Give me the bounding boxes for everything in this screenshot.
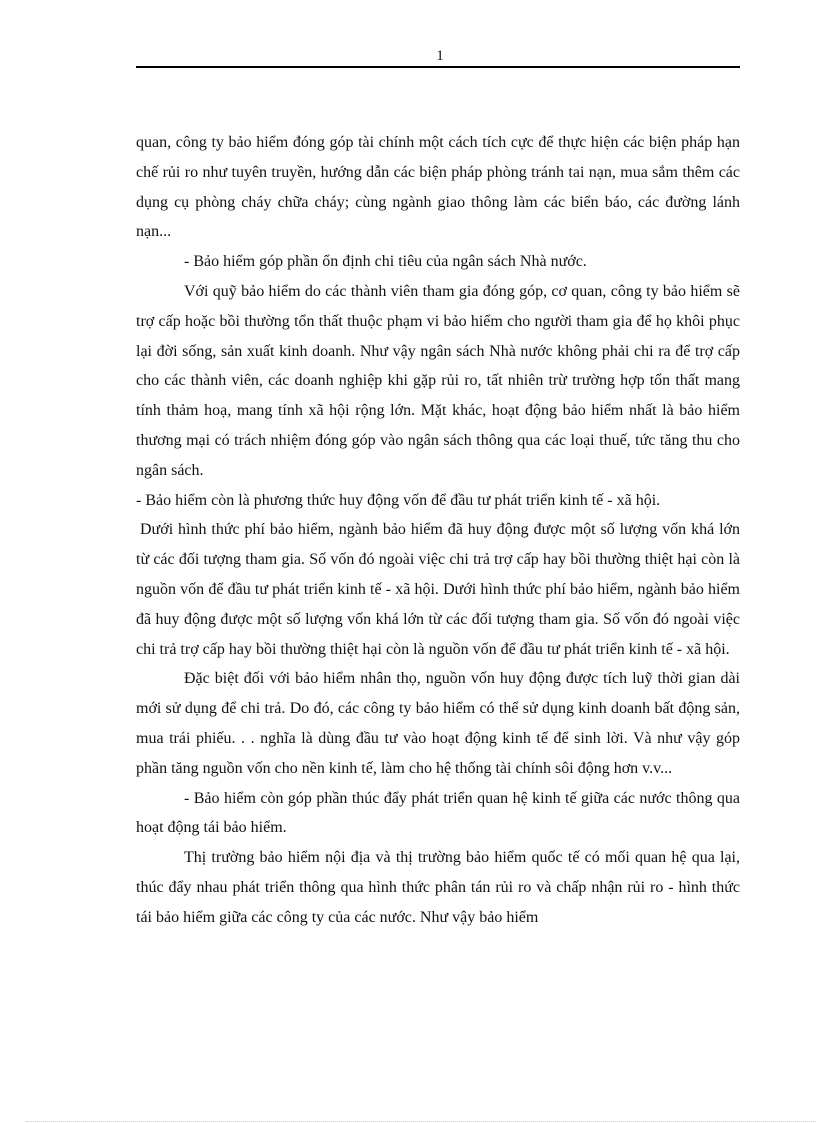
page-bottom-divider: [26, 1121, 816, 1122]
paragraph-budget-heading: - Bảo hiểm góp phần ổn định chi tiêu của ngân sách Nhà nước.: [184, 253, 587, 271]
paragraph-life-insurance: Đặc biệt đối với bảo hiểm nhân thọ, nguồn vốn huy động được tích luỹ thời gian dài mới sử dụng để chi trả. Do đó, các công ty bảo hiểm có thể sử dụng kinh doanh bất động sản, mua trái phiếu. . . nghĩa là dùng đầu tư vào hoạt động kinh tế để sinh lời. Và như vậy góp phần tăng nguồn vốn cho nền kinh tế, làm cho hệ thống tài chính sôi động hơn v.v...: [136, 670, 740, 777]
paragraph-reinsurance-body: Thị trường bảo hiểm nội địa và thị trường bảo hiểm quốc tế có mối quan hệ qua lại, thúc đẩy nhau phát triển thông qua hình thức phân tán rủi ro và chấp nhận rủi ro - hình thức tái bảo hiểm giữa các công ty của các nước. Như vậy bảo hiểm: [136, 849, 740, 926]
document-body: [136, 128, 740, 933]
page-number: 1: [436, 48, 444, 64]
paragraph-capital-body: Dưới hình thức phí bảo hiểm, ngành bảo hiểm đã huy động được một số lượng vốn khá lớn từ các đối tượng tham gia. Số vốn đó ngoài việc chi trả trợ cấp hay bồi thường thiệt hại còn là nguồn vốn để đầu tư phát triển kinh tế - xã hội. Dưới hình thức phí bảo hiểm, ngành bảo hiểm đã huy động được một số lượng vốn khá lớn từ các đối tượng tham gia. Số vốn đó ngoài việc chi trả trợ cấp hay bồi thường thiệt hại còn là nguồn vốn để đầu tư phát triển kinh tế - xã hội.: [136, 521, 740, 658]
paragraph-budget-body: Với quỹ bảo hiểm do các thành viên tham gia đóng góp, cơ quan, công ty bảo hiểm sẽ trợ cấp hoặc bồi thường tổn thất thuộc phạm vi bảo hiểm cho người tham gia để họ khôi phục lại đời sống, sản xuất kinh doanh. Như vậy ngân sách Nhà nước không phải chi ra để trợ cấp cho các thành viên, các doanh nghiệp khi gặp rủi ro, tất nhiên trừ trường hợp tổn thất mang tính thảm hoạ, mang tính xã hội rộng lớn. Mặt khác, hoạt động bảo hiểm nhất là bảo hiểm thương mại có trách nhiệm đóng góp vào ngân sách thông qua các loại thuế, tức tăng thu cho ngân sách.: [136, 282, 740, 479]
paragraph-risk-prevention: quan, công ty bảo hiểm đóng góp tài chính một cách tích cực để thực hiện các biện pháp hạn chế rủi ro như tuyên truyền, hướng dẫn các biện pháp phòng tránh tai nạn, mua sắm thêm các dụng cụ phòng cháy chữa cháy; cùng ngành giao thông làm các biển báo, các đường lánh nạn...: [136, 134, 740, 241]
header-rule: [136, 66, 740, 68]
paragraph-reinsurance-heading: - Bảo hiểm còn góp phần thúc đẩy phát triển quan hệ kinh tế giữa các nước thông qua hoạt động tái bảo hiểm.: [136, 789, 740, 837]
paragraph-capital-heading: - Bảo hiểm còn là phương thức huy động vốn để đầu tư phát triển kinh tế - xã hội.: [136, 491, 661, 509]
